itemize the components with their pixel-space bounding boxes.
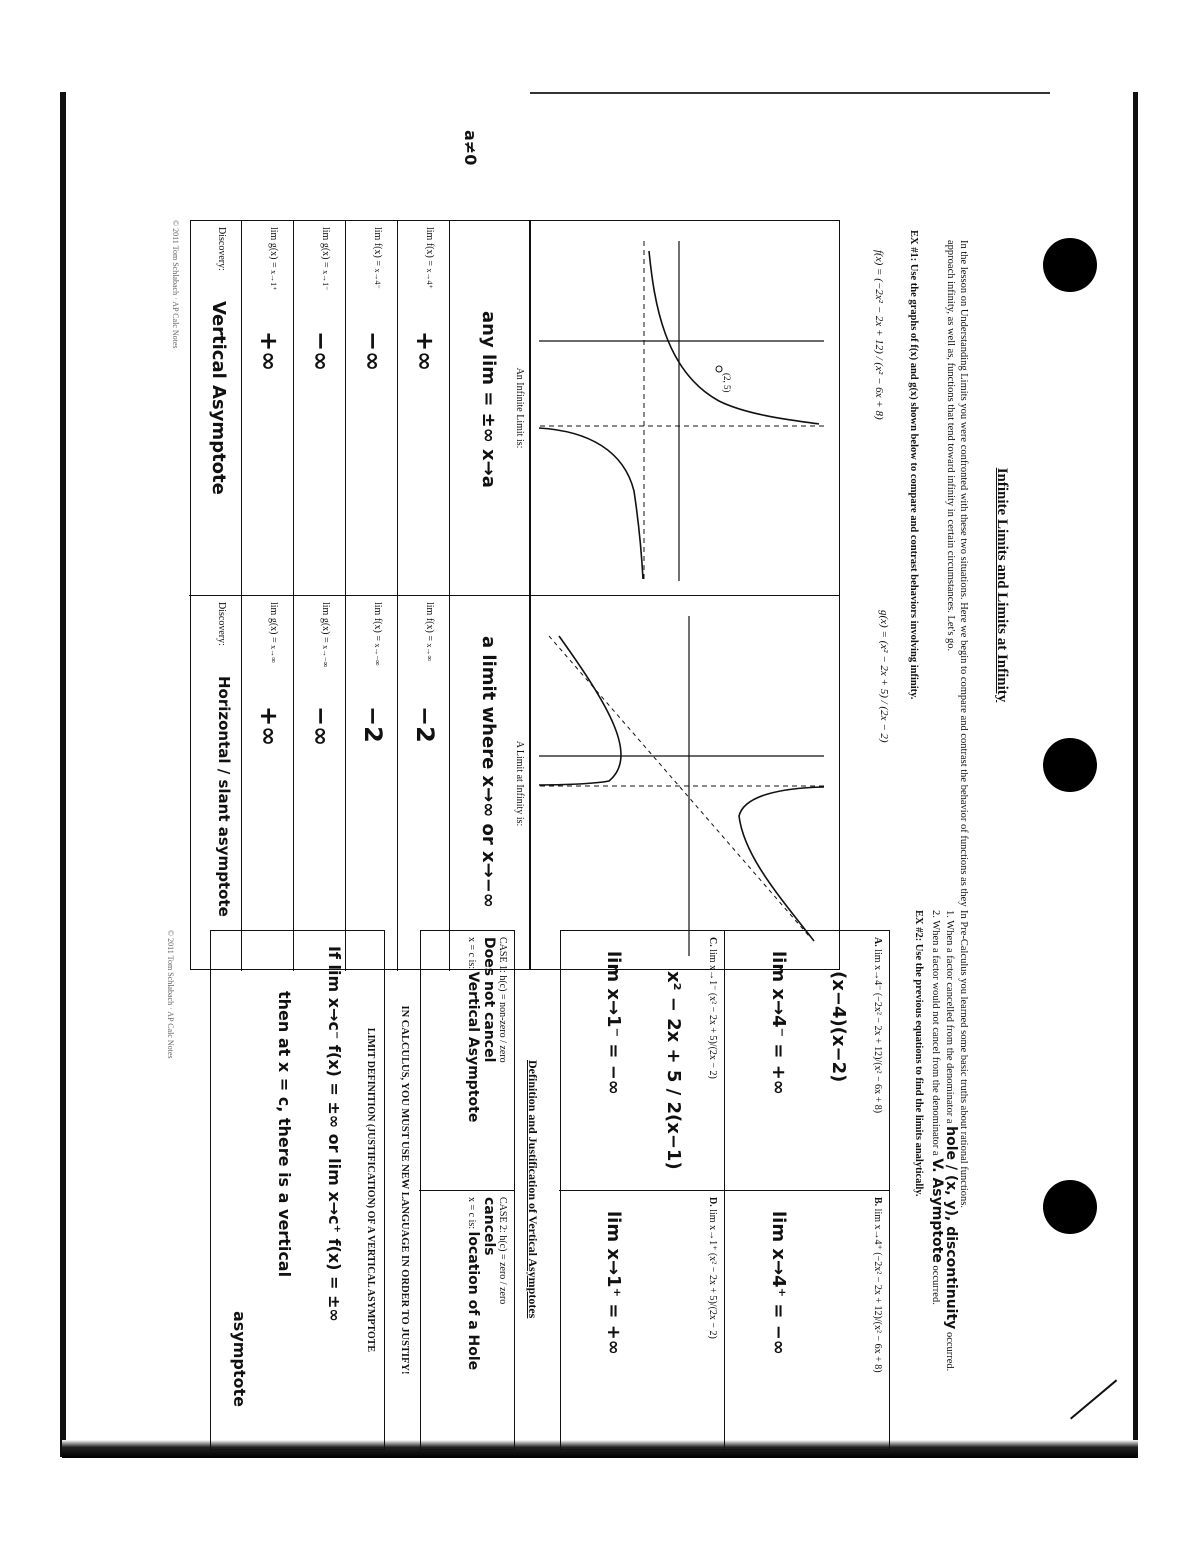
limit-subscript: x→1⁻	[321, 270, 330, 291]
ex2-answer: lim x→1⁺ = +∞	[603, 1211, 624, 1355]
ex2-letter: B.	[872, 1197, 883, 1207]
limit-answer: −∞	[307, 706, 335, 747]
intro-paragraph: In the lesson on Understanding Limits you were confronted with these two situations. Here we begin to compare and contrast the behavior of functions as they approach infinity, as well as, functions that tend toward infinity in certain circumstances. Let's go.	[945, 240, 969, 907]
footer-right: © 2011 Tom Schlabach · AP Calc Notes	[166, 930, 175, 1059]
limit-answer: −∞	[359, 331, 387, 372]
discovery-answer: Horizontal / slant asymptote	[215, 676, 233, 917]
ex2-prompt: EX #2: Use the previous equations to find the limits analytically.	[913, 910, 924, 1197]
ex1-prompt: EX #1: Use the graphs of f(x) and g(x) shown below to compare and contrast behaviors involving infinity.	[908, 230, 919, 700]
limit-definition-title: LIMIT DEFINITION (JUSTIFICATION) OF A VERTICAL ASYMPTOTE	[365, 1027, 376, 1353]
case2-label: CASE 2: h(c) = zero / zero	[497, 1197, 508, 1305]
precalc-q1-answer: hole / (x, y), discontinuity	[943, 1126, 959, 1330]
limit-subscript: x→∞	[269, 645, 278, 663]
ex2-answer: lim x→4⁺ = −∞	[768, 1211, 789, 1355]
infinite-limit-heading	[449, 221, 529, 595]
limit-answer: +∞	[411, 331, 439, 372]
ex2-answer: lim x→4⁻ = +∞	[768, 951, 789, 1095]
ex2-cell-c	[559, 931, 724, 1191]
limit-at-infinity-def-hand: a limit where x→∞ or x→−∞	[478, 636, 499, 908]
limit-label: lim g(x) =	[320, 227, 331, 268]
limit-at-infinity-heading-text: A Limit at Infinity is:	[514, 740, 525, 827]
table-row	[293, 221, 345, 595]
precalc-q2-answer: V. Asymptote	[929, 1158, 945, 1263]
discovery-answer: Vertical Asymptote	[208, 301, 229, 495]
limit-subscript: x→−∞	[321, 645, 330, 668]
case-2	[419, 1191, 514, 1451]
worksheet-title: Infinite Limits and Limits at Infinity	[994, 467, 1010, 703]
graph-f-plot	[529, 221, 839, 596]
discovery-label: Discovery:	[216, 227, 227, 271]
ex2-grid	[560, 930, 890, 1450]
margin-note: a≠0	[461, 130, 480, 166]
limit-answer: +∞	[255, 706, 283, 747]
limit-label: lim g(x) =	[268, 227, 279, 268]
limit-label: lim f(x) =	[424, 602, 435, 641]
limit-answer: −∞	[307, 331, 335, 372]
infinite-limit-def-hand: any lim = ±∞ x→a	[478, 311, 499, 488]
graph-g-plot	[529, 596, 839, 971]
graph-f	[529, 221, 839, 596]
ex2-expr: lim x→4⁺ (−2x² − 2x + 12)/(x² − 6x + 8)	[872, 1208, 883, 1373]
precalc-q2	[929, 910, 943, 1430]
case1-label: CASE 1: h(c) = non-zero / zero	[497, 937, 508, 1063]
precalc-q1-text: 1. When a factor cancelled from the denominator a	[944, 910, 955, 1124]
table-row	[345, 221, 397, 595]
ex2-cell-b	[724, 1191, 889, 1451]
limit-subscript: x→∞	[425, 643, 434, 662]
limit-at-infinity-column	[189, 596, 529, 971]
ex2-answer: lim x→1⁻ = −∞	[603, 951, 624, 1095]
cases-table	[420, 930, 515, 1450]
worksheet-sheet	[50, 100, 1130, 1435]
limit-label: lim g(x) =	[320, 602, 331, 643]
precalc-q2-end: occurred.	[930, 1265, 941, 1305]
infinite-limit-column	[189, 221, 529, 596]
definition-title: Definition and Justification of Vertical Asymptotes	[526, 1060, 540, 1319]
f-formula: f(x) = (−2x² − 2x + 12) / (x² − 6x + 8)	[873, 250, 885, 420]
precalc-q1-end: occurred.	[944, 1331, 955, 1372]
ex2-cell-a	[724, 931, 889, 1191]
ex2-expr: lim x→1⁺ (x² − 2x + 5)/(2x − 2)	[707, 1209, 718, 1339]
limit-label: lim f(x) =	[372, 602, 383, 641]
limit-definition-line-1: If lim x→c⁻ f(x) = ±∞ or lim x→c⁺ f(x) = ±∞	[325, 946, 344, 1322]
precalc-q2-text: 2. When a factor would not cancel from the denominator a	[930, 910, 941, 1156]
table-row	[293, 596, 345, 971]
precalc-intro: In Pre-Calculus you learned some basic truths about rational functions.	[958, 910, 969, 1209]
infinite-limits-table	[190, 220, 530, 970]
discovery-row	[189, 221, 241, 595]
g-formula: g(x) = (x² − 2x + 5) / (2x − 2)	[878, 610, 890, 743]
ex2-letter: A.	[872, 937, 883, 947]
case2-hand: cancels	[481, 1197, 497, 1256]
limit-subscript: x→4⁺	[425, 268, 434, 289]
discovery-label: Discovery:	[216, 602, 227, 646]
table-row	[345, 596, 397, 971]
limit-at-infinity-heading	[449, 596, 529, 971]
discovery-row	[189, 596, 241, 971]
case1-answer: Vertical Asymptote	[465, 971, 481, 1123]
case2-answer: location of a Hole	[465, 1231, 481, 1371]
limit-subscript: x→1⁺	[269, 270, 278, 291]
table-row	[397, 221, 449, 595]
limit-label: lim f(x) =	[372, 227, 383, 266]
ex2-work: (x−4)(x−2)	[828, 971, 849, 1083]
case2-xc: x = c is:	[466, 1197, 477, 1230]
limit-answer: −2	[411, 706, 439, 743]
limit-definition-line-3: asymptote	[230, 1311, 249, 1408]
limit-subscript: x→−∞	[373, 643, 382, 666]
limit-answer: −2	[359, 706, 387, 743]
limit-definition-box	[210, 930, 385, 1450]
graph-point-label: (2, 5)	[722, 373, 732, 393]
scan-edge-right	[1133, 92, 1138, 1457]
limit-definition-line-2: then at x = c, there is a vertical	[275, 991, 294, 1278]
ex2-expr: lim x→4⁻ (−2x² − 2x + 12)/(x² − 6x + 8)	[872, 949, 883, 1114]
case-1	[419, 931, 514, 1191]
limit-label: lim f(x) =	[424, 227, 435, 266]
table-row	[241, 221, 293, 595]
scan-edge-top	[530, 92, 1050, 94]
table-row	[241, 596, 293, 971]
limit-answer: +∞	[255, 331, 283, 372]
limit-label: lim g(x) =	[268, 602, 279, 643]
ex2-letter: D.	[707, 1197, 718, 1207]
infinite-limit-heading-text: An Infinite Limit is:	[514, 367, 525, 449]
precalc-block	[912, 910, 970, 1430]
case1-hand: Does not cancel	[481, 937, 497, 1063]
limit-subscript: x→4⁻	[373, 268, 382, 289]
case1-xc: x = c is:	[466, 937, 477, 970]
graphs-panel	[530, 220, 840, 970]
footer-left: © 2011 Tom Schlabach · AP Calc Notes	[171, 220, 180, 349]
ex2-work: x² − 2x + 5 / 2(x−1)	[663, 971, 684, 1170]
ex2-expr: lim x→1⁻ (x² − 2x + 5)/(2x − 2)	[707, 949, 718, 1079]
ex2-letter: C.	[707, 937, 718, 947]
table-row	[397, 596, 449, 971]
precalc-q1	[943, 910, 957, 1430]
ex2-cell-d	[559, 1191, 724, 1451]
graph-g	[529, 596, 839, 971]
calculus-note: IN CALCULUS, YOU MUST USE NEW LANGUAGE IN ORDER TO JUSTIFY!	[399, 1005, 410, 1375]
